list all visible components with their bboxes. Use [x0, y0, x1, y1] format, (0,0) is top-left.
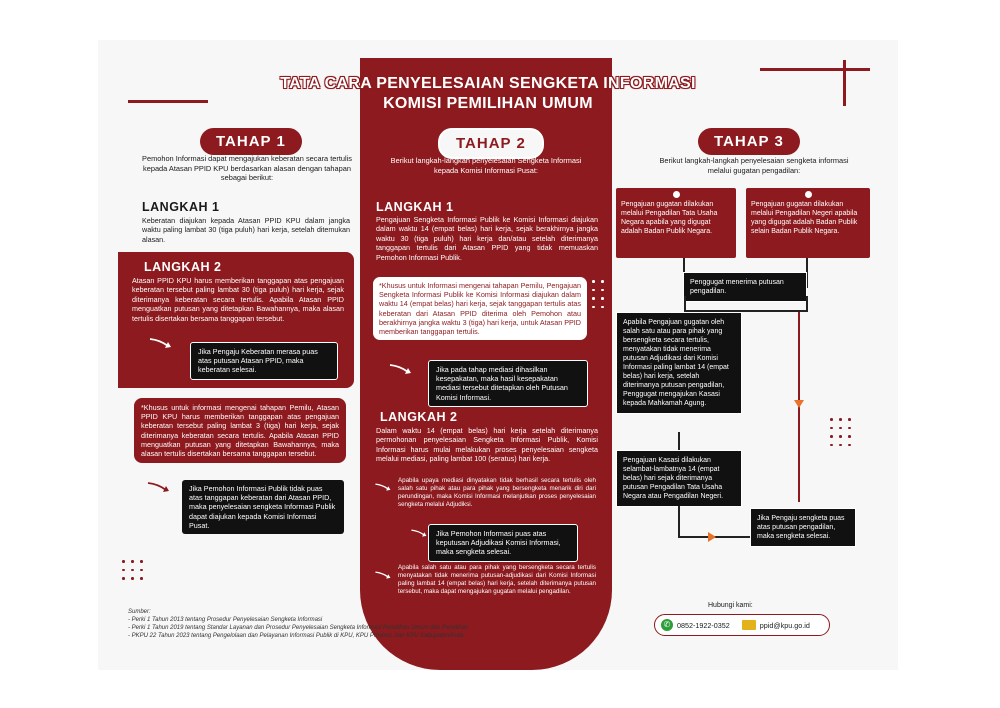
tahap1-intro: Pemohon Informasi dapat mengajukan keberatan secara tertulis kepada Atasan PPID KPU berdasarkan alasan dengan tahapan sebagai berikut:: [142, 154, 352, 182]
flow-connector: [678, 432, 680, 450]
contact-title: Hubungi kami:: [708, 602, 753, 609]
curved-arrow-icon: [374, 568, 394, 582]
contact-email[interactable]: ppid@kpu.go.id: [759, 620, 810, 630]
tahap3-intro: Berikut langkah-langkah penyelesaian sengketa informasi melalui gugatan pengadilan:: [659, 156, 849, 175]
arrow-down-icon: [794, 400, 804, 408]
tahap1-langkah2-text: Atasan PPID KPU harus memberikan tanggapan atas pengajuan keberatan tersebut paling lambat 30 (tiga puluh) hari kerja, sejak diterimanya keberatan secara tertulis. Apabila Atasan PPID menguatkan putusan yang ditetapkan Bawahannya, maka alasan tertulis disertakan bersama tanggapan tersebut.: [132, 276, 344, 323]
contact-pill: [654, 614, 830, 636]
tahap3-flow2: Apabila Pengajuan gugatan oleh salah satu atau para pihak yang bersengketa secara tertulis, menyatakan tidak menerima putusan Adjudikasi dari Komisi Informasi paling lambat 14 (empat belas) hari kerja, setelah diterimanya putusan pengadilan, Penggugat mengajukan Kasasi kepada Mahkamah Agung.: [616, 312, 742, 414]
poster: [98, 40, 898, 670]
tahap2-box2: Jika Pemohon Informasi puas atas keputusan Adjudikasi Komisi Informasi, maka sengketa selesai.: [428, 524, 578, 562]
page-title-line2: KOMISI PEMILIHAN UMUM: [383, 95, 593, 112]
arrow-right-icon: [708, 532, 716, 542]
curved-arrow-icon: [146, 480, 174, 494]
decor-dots-right: [830, 418, 851, 446]
tahap2-note: *Khusus untuk Informasi mengenai tahapan Pemilu, Pengajuan Sengketa Informasi Publik ke Komisi Informasi diajukan dalam waktu 14 (empat belas) hari kerja, sejak tanggapan tertulis atas keberatan dari Atasan PPID diterima oleh Pemohon atau berakhirnya jangka waktu 3 (tiga) hari kerja, untuk Atasan PPID memberikan tanggapan tertulis.: [372, 276, 588, 341]
source-item: - Perki 1 Tahun 2013 tentang Prosedur Penyelesaian Sengketa Informasi: [128, 617, 323, 623]
deco-line-top-left: [128, 100, 208, 103]
flow-connector: [806, 296, 808, 312]
tahap2-langkah1-title: LANGKAH 1: [376, 200, 454, 214]
source-item: - Perki 1 Tahun 2019 tentang Standar Layanan dan Prosedur Penyelesaian Sengketa Informasi Pemilihan Umum dan Pemilihan: [128, 625, 469, 631]
tahap3-option1-text: Pengajuan gugatan dilakukan melalui Pengadilan Tata Usaha Negara apabila yang digugat adalah Badan Publik Negara.: [621, 201, 718, 235]
tahap1-box2: Jika Pemohon Informasi Publik tidak puas atas tanggapan keberatan dari Atasan PPID, maka penyelesaian sengketa Informasi Publik dapat diajukan kepada Komisi Informasi Pusat.: [182, 480, 344, 534]
sources-heading: Sumber:: [128, 609, 151, 615]
page-title: [258, 74, 718, 114]
tahap1-langkah2-title: LANGKAH 2: [144, 260, 222, 274]
bullet-icon: [673, 191, 680, 198]
tahap2-langkah1-text: Pengajuan Sengketa Informasi Publik ke Komisi Informasi diajukan dalam waktu 14 (empat belas) hari kerja, sejak berakhirnya jangka waktu 30 (tiga puluh) hari kerja dan/atau setelah diterimanya tanggapan tertulis dari Atasan PPID yang tidak memuaskan Pemohon Informasi Publik.: [376, 215, 598, 262]
sources: [128, 608, 468, 640]
whatsapp-phone-icon: ✆: [661, 619, 673, 631]
tahap1-langkah1-title: LANGKAH 1: [142, 200, 220, 214]
email-icon: [742, 620, 756, 630]
tahap2-langkah2-text: Dalam waktu 14 (empat belas) hari kerja setelah diterimanya permohonan penyelesaian Sengketa Informasi Publik, Komisi Informasi harus mulai melakukan proses penyelesaian sengketa melalui mediasi, paling lambat 100 (seratus) hari kerja.: [376, 426, 598, 464]
source-item: - PKPU 22 Tahun 2023 tentang Pengelolaan dan Pelayanan Informasi Publik di KPU, KPU Provinsi, dan KPU Kabupaten/Kota: [128, 633, 464, 639]
tahap1-box1: Jika Pengaju Keberatan merasa puas atas putusan Atasan PPID, maka keberatan selesai.: [190, 342, 338, 380]
bullet-icon: [805, 191, 812, 198]
tahap2-sub2: Apabila salah satu atau para pihak yang bersengketa secara tertulis menyatakan tidak menerima putusan-adjudikasi dari Komisi Informasi paling lambat 14 (empat belas) hari kerja, setelah diterimanya putusan tersebut, maka dapat mengajukan gugatan melalui pengadilan.: [398, 564, 596, 595]
tahap1-langkah1-text: Keberatan diajukan kepada Atasan PPID KPU dalam jangka waktu paling lambat 30 (tiga puluh) hari kerja, setelah ditemukan alasan.: [142, 216, 350, 244]
deco-line-top-right-vertical: [843, 60, 846, 106]
curved-arrow-icon: [374, 480, 394, 494]
tahap2-intro: Berikut langkah-langkah penyelesaian Sengketa Informasi kepada Komisi Informasi Pusat:: [390, 156, 582, 175]
tahap2-box1: Jika pada tahap mediasi dihasilkan kesepakatan, maka hasil kesepakatan mediasi tersebut ditetapkan oleh Putusan Komisi Informasi.: [428, 360, 588, 407]
contact-phone[interactable]: 0852-1922-0352: [677, 620, 730, 630]
tahap3-flow3: Pengajuan Kasasi dilakukan selambat-lambatnya 14 (empat belas) hari sejak diterimanya putusan Pengadilan Tata Usaha Negara atau Pengadilan Negeri.: [616, 450, 742, 507]
decor-dots-center: [592, 280, 604, 308]
tahap2-langkah2-title: LANGKAH 2: [380, 410, 458, 424]
tahap2-sub1: Apabila upaya mediasi dinyatakan tidak berhasil secara tertulis oleh salah satu pihak atau para pihak yang bersengketa menarik diri dari perundingan, maka Komisi Informasi melanjutkan proses penyelesaian sengketa melalui Adjudiksi.: [398, 477, 596, 508]
curved-arrow-icon: [388, 362, 416, 376]
deco-line-top-right: [760, 68, 870, 71]
tahap3-option2-text: Pengajuan gugatan dilakukan melalui Pengadilan Negeri apabila yang digugat adalah Badan Publik selain Badan Publik Negara.: [751, 201, 858, 235]
tahap2-badge: TAHAP 2: [438, 128, 544, 159]
tahap3-option2: [746, 188, 870, 258]
tahap1-badge: TAHAP 1: [200, 128, 302, 155]
tahap3-badge: TAHAP 3: [698, 128, 800, 155]
curved-arrow-icon: [148, 336, 176, 350]
tahap3-flow1: Penggugat menerima putusan pengadilan.: [683, 272, 807, 302]
curved-arrow-icon: [410, 526, 430, 540]
tahap3-flow4: Jika Pengaju sengketa puas atas putusan pengadilan, maka sengketa selesai.: [750, 508, 856, 547]
tahap1-note: *Khusus untuk informasi mengenai tahapan Pemilu, Atasan PPID KPU harus memberikan tanggapan atas pengajuan keberatan tersebut paling lambat 3 (tiga) hari kerja, sejak diterimanya keberatan secara tertulis. Apabila Atasan PPID menguatkan putusan yang ditetapkan Bawahannya, maka alasan tertulis disertakan bersama tanggapan tersebut.: [134, 398, 346, 463]
decor-dots-left: [122, 560, 143, 580]
tahap3-option1: [616, 188, 736, 258]
flow-connector: [678, 506, 680, 536]
page-title-line1: TATA CARA PENYELESAIAN SENGKETA INFORMASI: [280, 75, 696, 92]
